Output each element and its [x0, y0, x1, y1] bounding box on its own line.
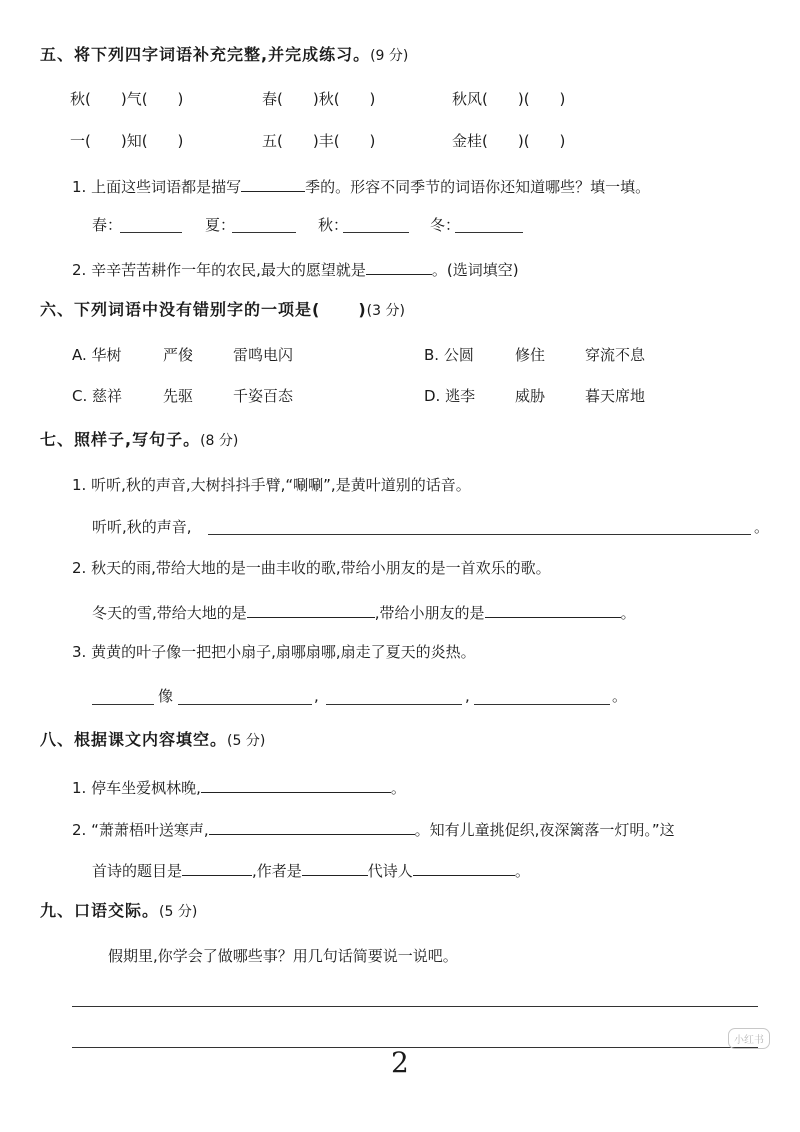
word-item-1: 秋( )气( ): [70, 90, 184, 108]
fill-7-2-text-a: 冬天的雪,带给大地的是: [92, 604, 247, 622]
poet-blank[interactable]: [413, 858, 515, 876]
option-c-word-3: 千姿百态: [233, 387, 294, 405]
season-spring-blank[interactable]: [120, 232, 182, 233]
question-8-2-text-a: 2. “萧萧梧叶送寒声,: [72, 821, 209, 839]
fill-7-2-blank-2[interactable]: [485, 600, 621, 618]
question-8-2: [72, 817, 675, 840]
section-7-score: (8 分): [200, 433, 239, 449]
question-8-2-text-c: 首诗的题目是: [92, 862, 183, 880]
section-9-title: 九、口语交际。: [40, 901, 160, 920]
watermark-logo: 小红书: [728, 1028, 770, 1049]
question-8-1: [72, 775, 406, 798]
example-7-2: 2. 秋天的雨,带给大地的是一曲丰收的歌,带给小朋友的是一首欢乐的歌。: [72, 559, 551, 577]
farmer-wish-blank[interactable]: [366, 257, 432, 275]
fill-7-3-blank-2[interactable]: [178, 704, 312, 705]
word-item-2: 春( )秋( ): [262, 90, 376, 108]
section-8-score: (5 分): [227, 733, 266, 749]
section-9-score: (5 分): [159, 904, 198, 920]
question-8-2-cont: [92, 858, 530, 881]
fill-7-3-blank-3[interactable]: [326, 704, 462, 705]
fill-7-1-blank[interactable]: [208, 534, 751, 535]
option-b-word-3: 穿流不息: [585, 346, 646, 364]
answer-line-2[interactable]: [72, 1047, 758, 1048]
section-6-title-b: ): [358, 300, 367, 319]
question-8-2-text-d: ,作者是: [252, 862, 302, 880]
answer-line-1[interactable]: [72, 1006, 758, 1007]
question-5-2-text-b: 。(选词填空): [431, 261, 519, 279]
fill-7-1-prefix: 听听,秋的声音,: [92, 518, 192, 536]
fill-7-3-blank-1[interactable]: [92, 704, 154, 705]
option-a-word-2: 严俊: [163, 346, 194, 364]
fill-7-2: [92, 600, 636, 623]
word-item-6: 金桂( )( ): [452, 132, 566, 150]
page-number: 2: [391, 1046, 409, 1079]
dynasty-blank[interactable]: [302, 858, 368, 876]
season-winter-blank[interactable]: [455, 232, 523, 233]
fill-7-3-blank-4[interactable]: [474, 704, 610, 705]
season-blank[interactable]: [241, 174, 305, 192]
fill-7-3-like: 像: [158, 687, 174, 705]
fill-7-2-end: 。: [620, 604, 636, 622]
section-9-heading: [40, 901, 197, 922]
example-7-3: 3. 黄黄的叶子像一把把小扇子,扇哪扇哪,扇走了夏天的炎热。: [72, 643, 476, 661]
option-c-label: C. 慈祥: [72, 387, 123, 405]
question-8-2-text-e: 代诗人: [367, 862, 413, 880]
season-autumn-blank[interactable]: [343, 232, 409, 233]
section-9-prompt: 假期里,你学会了做哪些事？用几句话简要说一说吧。: [108, 947, 458, 965]
question-8-1-text: 1. 停车坐爱枫林晚,: [72, 779, 201, 797]
option-c-word-2: 先驱: [163, 387, 194, 405]
option-b-label: B. 公圆: [424, 346, 474, 364]
poem-line-blank-2[interactable]: [209, 817, 415, 835]
option-a-word-3: 雷鸣电闪: [233, 346, 294, 364]
section-5-score: (9 分): [370, 48, 409, 64]
season-summer-blank[interactable]: [232, 232, 296, 233]
season-spring-label: 春：: [92, 216, 123, 234]
word-item-4: 一( )知( ): [70, 132, 184, 150]
section-6-title-a: 六、下列词语中没有错别字的一项是(: [40, 300, 321, 319]
question-5-2-text-a: 2. 辛辛苦苦耕作一年的农民,最大的愿望就是: [72, 261, 366, 279]
season-autumn-label: 秋：: [318, 216, 349, 234]
section-5-title: 五、将下列四字词语补充完整,并完成练习。: [40, 45, 371, 64]
question-8-1-end: 。: [390, 779, 406, 797]
section-8-heading: [40, 730, 265, 751]
fill-7-3-comma-1: ,: [314, 687, 319, 705]
question-5-1-text-b: 季的。形容不同季节的词语你还知道哪些？填一填。: [305, 178, 651, 196]
section-6-score: (3 分): [366, 303, 405, 319]
section-7-title: 七、照样子,写句子。: [40, 430, 201, 449]
option-a-label: A. 华树: [72, 346, 122, 364]
word-item-3: 秋风( )( ): [452, 90, 566, 108]
fill-7-2-blank-1[interactable]: [247, 600, 375, 618]
section-5-heading: [40, 45, 408, 66]
section-7-heading: [40, 430, 238, 451]
question-8-2-end: 。: [514, 862, 530, 880]
poem-line-blank-1[interactable]: [201, 775, 391, 793]
fill-7-2-text-b: ,带给小朋友的是: [374, 604, 485, 622]
season-summer-label: 夏：: [205, 216, 236, 234]
question-5-1-text-a: 1. 上面这些词语都是描写: [72, 178, 242, 196]
question-5-1: [72, 174, 650, 197]
fill-7-3-end: 。: [612, 687, 628, 705]
question-8-2-text-b: 。知有儿童挑促织,夜深篱落一灯明。”这: [414, 821, 675, 839]
word-item-5: 五( )丰( ): [262, 132, 376, 150]
option-d-label: D. 逃李: [424, 387, 476, 405]
season-winter-label: 冬：: [430, 216, 461, 234]
fill-7-1-end: 。: [754, 518, 770, 536]
fill-7-3-comma-2: ,: [465, 687, 470, 705]
example-7-1: 1. 听听,秋的声音,大树抖抖手臂,“唰唰”,是黄叶道别的话音。: [72, 476, 471, 494]
section-8-title: 八、根据课文内容填空。: [40, 730, 228, 749]
poem-title-blank[interactable]: [182, 858, 252, 876]
section-6-heading: [40, 300, 405, 321]
question-5-2: [72, 257, 519, 280]
option-b-word-2: 修住: [515, 346, 546, 364]
option-d-word-2: 威胁: [515, 387, 546, 405]
option-d-word-3: 暮天席地: [585, 387, 646, 405]
